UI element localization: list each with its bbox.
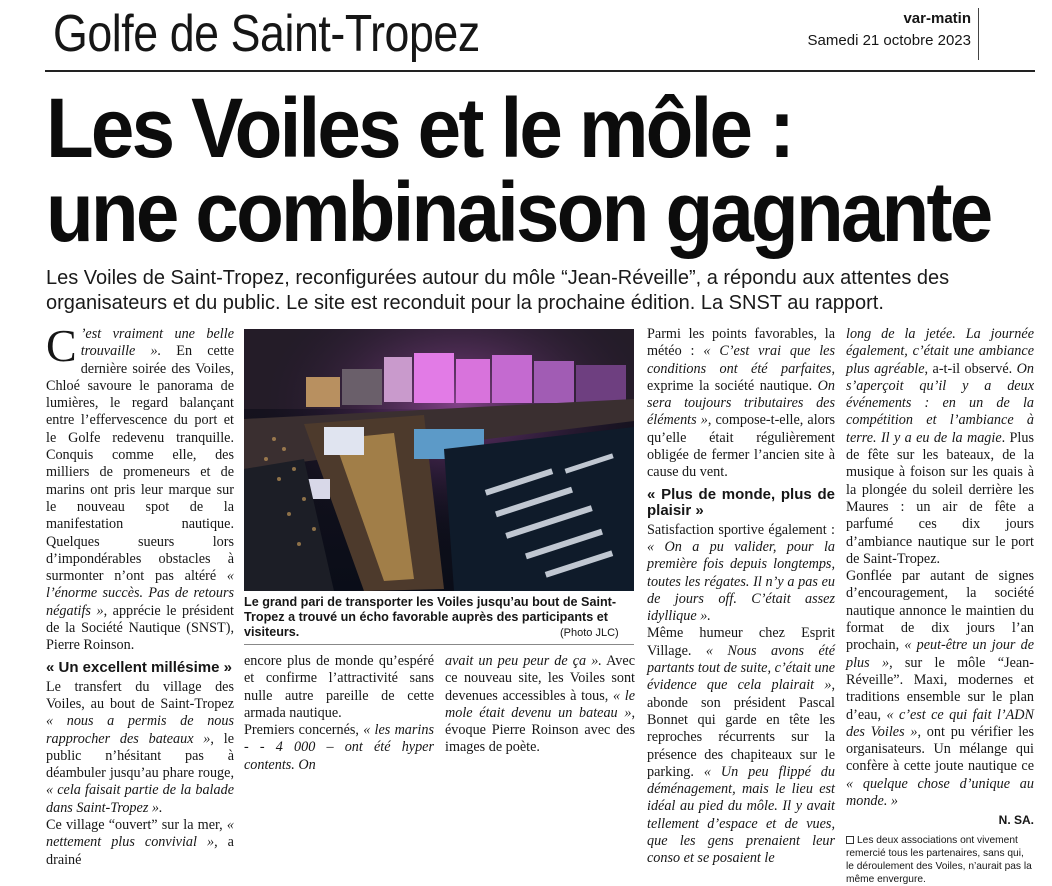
article-headline [46, 81, 1036, 259]
paragraph: avait un peu peur de ça ». Avec ce nouveau site, les Voiles sont devenues accessibles à tous, « le mole était devenu un bateau », évoque Pierre Roinson avec des images de poète. [445, 653, 636, 756]
paragraph: C ’est vraiment une belle trouvaille ». En cette dernière soirée des Voiles, Chloé savoure le panorama de lumières, le regard balançant entre l’effervescence du port et le Golfe redevenu tranquille. Conquis comme elle, des milliers de promeneurs et de marins ont pris leur marque sur le nouveau spot de la manifestation nautique. Quelques sueurs lors d’impondérables obstacles à surmonter n’ont pas altéré « l’énorme succès. Pas de retours négatifs », apprécie le président de la Société Nautique (SNST), Pierre Roinson. [46, 320, 234, 654]
paragraph: Satisfaction sportive également : « On a pu valider, pour la première fois depuis longtemps, toutes les régates. Il n’y a pas eu de jours off. C’était assez idyllique ». [647, 521, 835, 625]
column-1 [46, 320, 234, 869]
article-photo [244, 329, 634, 591]
paragraph: Premiers concernés, « les marins - - 4 000 – ont été hyper contents. On [244, 722, 434, 773]
column-2 [244, 653, 434, 774]
article-lead: Les Voiles de Saint-Tropez, reconfigurées autour du môle “Jean-Réveille”, a répondu aux attentes des organisateurs et du public. Le site est reconduit pour la prochaine édition. La SNST au rapport. [46, 267, 950, 314]
column-3 [445, 653, 635, 757]
header-rule [45, 70, 1035, 72]
photo-caption: Le grand pari de transporter les Voiles jusqu’au bout de Saint-Tropez a trouvé un écho favorable auprès des participants et visiteurs. [244, 595, 617, 639]
paragraph: encore plus de monde qu’espéré et confirme l’attractivité sans nulle autre pareille de cette armada nautique. [244, 653, 434, 721]
section-title: Golfe de Saint-Tropez [53, 5, 480, 63]
subheading: « Plus de monde, plus de plaisir » [647, 485, 835, 519]
paragraph: Parmi les points favorables, la météo : « C’est vrai que les conditions ont été parfaites, exprime la société nautique. On sera toujours tributaires des éléments », compose-t-elle, alors qu’elle était régulièrement obligée de fermer l’ancien site à cause du vent. [647, 326, 835, 481]
subheading: « Un excellent millésime » [46, 658, 232, 676]
drop-cap: C [46, 320, 77, 371]
header-divider [978, 8, 979, 60]
headline-line-2: une combinaison gagnante [46, 165, 991, 259]
paragraph: Ce village “ouvert” sur la mer, « nettement plus convivial », a drainé [46, 817, 234, 868]
section-header [45, 0, 1035, 72]
paragraph: Gonflée par autant de signes d’encouragement, la société nautique annonce le maintien du format de dix jours l’an prochain, « peut-être un jour de plus », sur le môle “Jean-Réveille”. Maxi, modernes et traditions ensemble sur le plan d’eau, « c’est ce qui fait l’ADN des Voiles », ont pu vérifier les organisateurs. Un mélange qui confère à cette joute nautique ce « quelque chose d’unique au monde. » [846, 568, 1034, 810]
publication-date: Samedi 21 octobre 2023 [807, 32, 971, 49]
headline-line-1: Les Voiles et le môle : [46, 81, 793, 175]
newspaper-name: var-matin [903, 10, 971, 27]
caption-rule [244, 644, 634, 645]
photo-credit: (Photo JLC) [560, 627, 619, 639]
paragraph: Même humeur chez Esprit Village. « Nous avons été partants tout de suite, c’était une évidence que cela plairait », abonde son président Pascal Bonnet qui garde en tête les reproches récurrents sur la présence des chapiteaux sur le parking. « Un peu flippé du déménagement, mais le lieu est idéal au pied du môle. Il y avait tellement d’espace et de vues, que les gens prenaient leur conso et se posaient le [647, 625, 836, 867]
author-signature: N. SA. [998, 813, 1034, 828]
column-5 [846, 326, 1034, 886]
night-harbor-image [244, 329, 634, 591]
checkbox-square-icon [846, 836, 854, 844]
footnote: Les deux associations ont vivement remercié tous les partenaires, sans qui, le déroulement des Voiles, n’aurait pas la même envergure. [846, 834, 1032, 885]
column-4 [647, 326, 835, 868]
paragraph: long de la jetée. La journée également, c’était une ambiance plus agréable, a-t-il observé. On s’aperçoit qu’il y a deux événements : en un de la compétition et l’ambiance à terre. Il y a eu de la magie. Plus de fête sur les bateaux, de la musique à foison sur les quais à la plongée du soleil derrière les Maures : un air de fête a parfumé ces dix jours d’ambiance nautique sur le port de Saint-Tropez. [846, 326, 1034, 567]
paragraph: Le transfert du village des Voiles, au bout de Saint-Tropez « nous a permis de nous rapprocher des bateaux », le public n’hésitant pas à déambuler jusqu’au phare rouge, « cela faisait partie de la balade dans Saint-Tropez ». [46, 678, 234, 816]
